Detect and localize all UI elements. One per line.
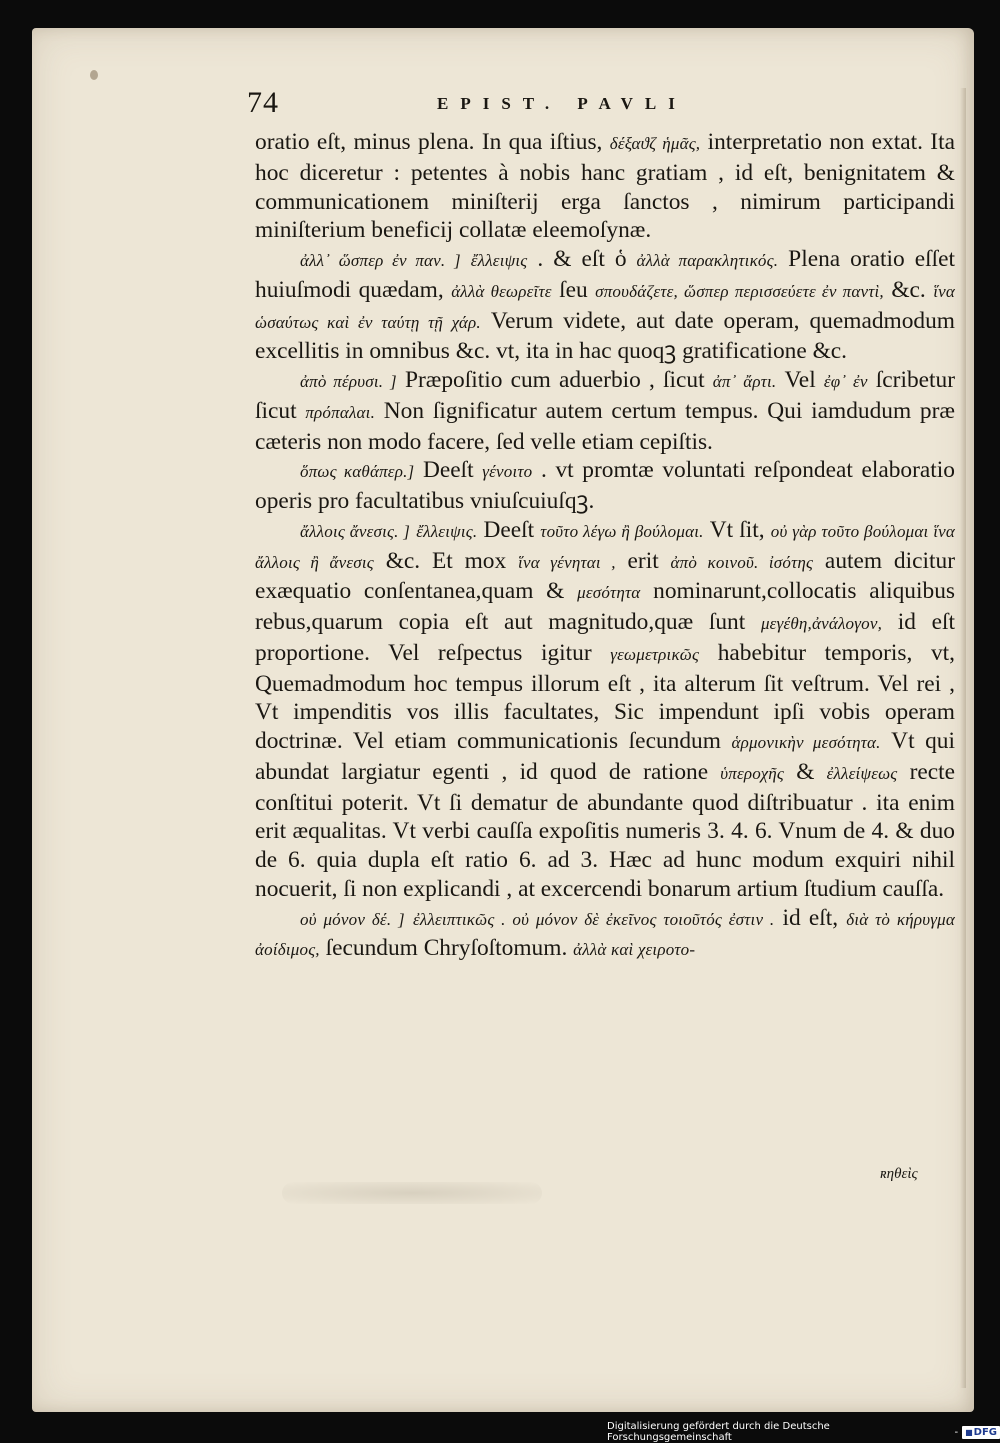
latin-text: ſcribetur ſicut — [255, 367, 956, 424]
paragraph — [255, 245, 955, 366]
page-edge-shadow — [960, 88, 966, 1388]
greek-text: ἀπ᾽ ἄρτι. — [712, 372, 777, 391]
latin-text: habebitur temporis, vt, Quemadmodum hoc tempus illorum eſt , ita alterum ſit veſtrum. Vel rei , Vt impenditis vos illis facultates, Sic impendunt ipſi vobis operam doctrinæ. Vel etiam communicationis ſecundum — [255, 639, 956, 754]
latin-text: autem dicitur exæquatio conſentanea,quam & — [255, 547, 955, 605]
greek-text: ἐφ᾽ ἐν — [823, 372, 868, 391]
latin-text: &c. — [883, 276, 934, 303]
ink-spot — [90, 70, 98, 80]
greek-text: ἄλλοις ἄνεσις. ] — [300, 521, 411, 541]
greek-text: μεσότητα — [577, 583, 641, 603]
greek-text: ἀπὸ πέρυσι. ] — [300, 372, 397, 391]
catchword: ʀηθεὶς — [880, 1166, 918, 1182]
greek-text: πρόπαλαι. — [305, 402, 376, 422]
latin-text: Vt ſit, — [703, 516, 771, 543]
latin-text: . & eſt ὁ — [527, 246, 637, 272]
latin-text: Deeſt — [414, 457, 483, 484]
greek-text: γένοιτο — [482, 462, 533, 482]
running-title: EPIST. PAVLI — [437, 94, 687, 113]
greek-text: ἐλλειπτικῶς . οὐ μόνον δὲ ἐκεῖνος τοιοῦτός ἐστιν . — [413, 909, 775, 929]
paragraph — [255, 516, 955, 904]
latin-text: & — [784, 758, 827, 785]
dfg-logo-icon: ■ DFG — [962, 1426, 1000, 1439]
greek-text: ἔλλειψις. — [416, 521, 478, 541]
greek-text: ἀλλὰ παρακλητικός. — [636, 251, 779, 270]
footer-separator: - — [954, 1426, 959, 1438]
latin-text: recte conſtitui poterit. Vt ſi dematur de abundante quod diſtribuatur . ita enim erit æqualitas. Vt verbi cauſſa expoſitis numeris 3. 4. 6. Vnum de 4. & duo de 6. quia dupla eſt ratio 6. ad 3. Hæc ad hunc modum exquiri nihil nocuerit, ſi non explicandi , at excercendi bonarum artium ſtudium cauſſa. — [255, 758, 956, 902]
greek-text: διὰ τὸ κήρυγμα ἀοίδιμος, — [255, 909, 955, 960]
greek-text: ἀλλὰ θεωρεῖτε — [451, 281, 552, 301]
page-number: 74 — [247, 86, 279, 119]
latin-text — [405, 905, 413, 931]
greek-text: ἀπὸ κοινοῦ. ἰσότης — [670, 552, 814, 572]
latin-text: Vel — [776, 367, 824, 393]
greek-text: ἵνα γένηται , — [518, 552, 616, 572]
greek-text: ἵνα ὡσαύτως καὶ ἐν ταύτῃ τῇ χάρ. — [255, 281, 955, 332]
digitization-footer — [607, 1422, 1000, 1442]
ink-smudge — [282, 1182, 542, 1204]
greek-text: ὑπεροχῆς — [720, 763, 785, 783]
paragraph — [255, 128, 955, 245]
latin-text: Præpoſitio cum aduerbio , ſicut — [396, 367, 713, 393]
greek-text: ὅπως καθάπερ.] — [300, 462, 415, 482]
paragraph — [255, 366, 955, 456]
greek-text: ἔλλειψις — [470, 251, 528, 270]
greek-text: ἐλλείψεως — [826, 763, 898, 783]
latin-text: id eſt, — [774, 904, 847, 931]
greek-text: οὐ γὰρ τοῦτο βούλομαι ἵνα ἄλλοις ἢ ἄνεσις — [255, 521, 955, 572]
latin-text: id eſt proportione. Vel reſpectus igitur — [255, 609, 955, 666]
greek-text: μεγέθη,ἀνάλογον, — [760, 614, 883, 633]
paragraph — [255, 456, 955, 516]
latin-text — [461, 246, 471, 272]
latin-text: Verum videte, aut date operam, quemadmodum excellitis in omnibus &c. vt, ita in hac quoqꝫ gratificatione &c. — [255, 307, 955, 365]
latin-text: Deeſt — [477, 516, 541, 543]
latin-text: ſecundum Chryſoſtomum. — [319, 935, 574, 962]
greek-text: δέξαϑζ ἡμᾶς, — [609, 134, 701, 153]
latin-text: interpretatio non extat. Ita hoc diceretur : petentes à nobis hanc gratiam , id eſt, benignitatem & communicationem miniſterij erga ſanctos , nimirum participandi miniſterium beneficij collatæ eleemoſynæ. — [255, 129, 955, 244]
latin-text: Non ſignificatur autem certum tempus. Qui iamdudum præ cæteris non modo facere, ſed velle etiam cepiſtis. — [255, 397, 956, 455]
greek-text: σπουδάζετε, ὥσπερ περισσεύετε ἐν παντὶ, — [595, 281, 884, 301]
latin-text: &c. Et mox — [373, 547, 519, 574]
footer-credit: Digitalisierung gefördert durch die Deutsche Forschungsgemeinschaft — [607, 1421, 830, 1443]
latin-text: erit — [615, 547, 671, 574]
greek-text: ἁρμονικὴν μεσότητα. — [731, 733, 881, 752]
main-text-block — [255, 128, 955, 965]
latin-text: Plena oratio eſſet huiuſmodi quædam, — [255, 246, 955, 303]
running-head — [247, 86, 947, 126]
latin-text: nominarunt,collocatis aliquibus rebus,quarum copia eſt aut magnitudo,quæ ſunt — [255, 578, 955, 635]
greek-text: γεωμετρικῶς — [610, 644, 700, 664]
paragraph — [255, 904, 955, 966]
latin-text: oratio eſt, minus plena. In qua iſtius, — [255, 129, 610, 155]
latin-text: Vt qui abundat largiatur egenti , id quod de ratione — [255, 728, 956, 785]
greek-text: τοῦτο λέγω ἢ βούλομαι. — [540, 521, 704, 541]
greek-text: ἀλλ᾽ ὥσπερ ἐν παν. ] — [300, 251, 461, 270]
greek-text: οὐ μόνον δέ. ] — [300, 909, 405, 929]
greek-text: ἀλλὰ καὶ χειροτο- — [573, 940, 696, 960]
latin-text: . vt promtæ voluntati reſpondeat elaboratio operis pro facultatibus vniuſcuiuſqꝫ. — [255, 457, 955, 514]
latin-text: ſeu — [551, 276, 596, 303]
